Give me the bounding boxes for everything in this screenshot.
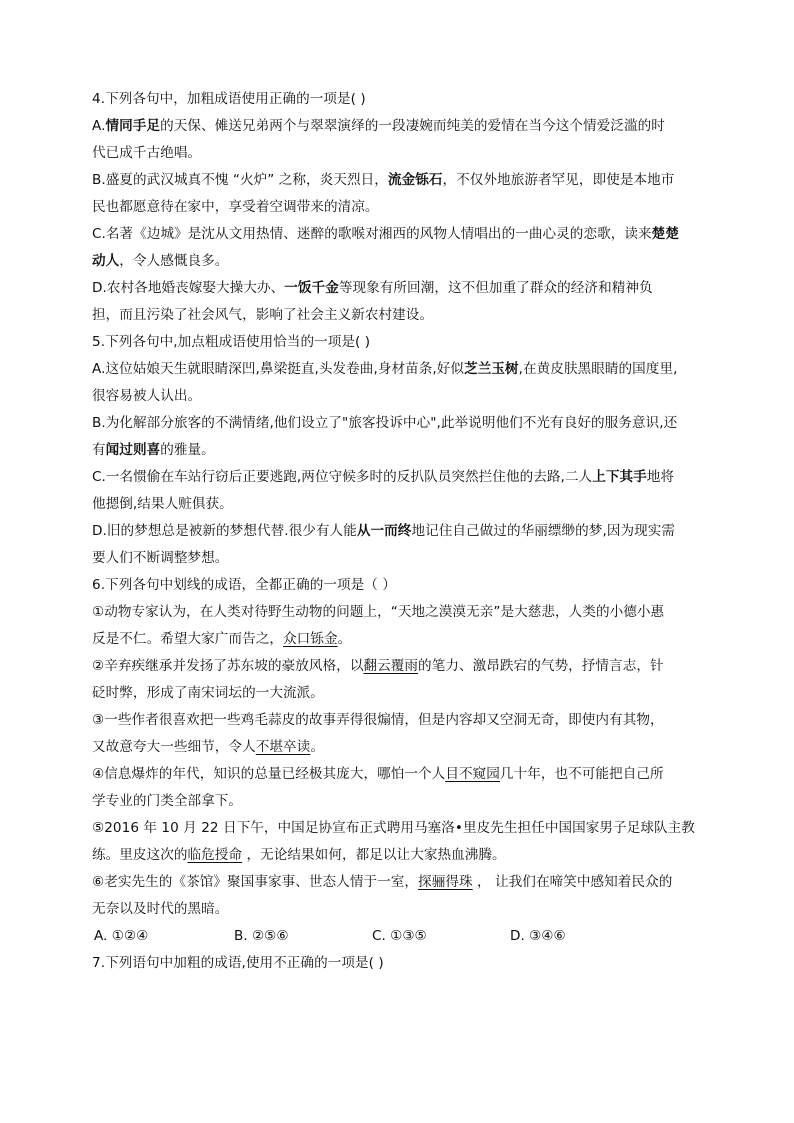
q6-option-b: B. ②⑤⑥ [234, 928, 289, 944]
bold-idiom: 一饭千金 [284, 280, 339, 296]
q6-sentence-1-line2: 反是不仁。希望大家广而告之，众口铄金。 [92, 631, 352, 647]
q5-option-a-line2: 很容易被人认出。 [92, 388, 202, 404]
q5-option-d-line1: D.旧的梦想总是被新的梦想代替.很少有人能从一而终地记住自己做过的华丽缥缈的梦,因为现实需 [92, 523, 676, 539]
q5-option-b-line1: B.为化解部分旅客的不满情绪,他们设立了"旅客投诉中心",此举说明他们不光有良好的服务意识,还 [92, 415, 678, 431]
q4-option-b-line2: 民也都愿意待在家中，享受着空调带来的清凉。 [92, 199, 379, 215]
underlined-idiom: 临危授命 [187, 847, 243, 863]
q6-sentence-5-line2: 练。里皮这次的临危授命 ，无论结果如何，都足以让大家热血沸腾。 [92, 847, 506, 863]
q6-sentence-1-line1: ①动物专家认为，在人类对待野生动物的问题上，“天地之漠漠无亲”是大慈悲，人类的小德小惠 [92, 604, 665, 620]
bold-idiom: 流金铄石 [387, 172, 443, 188]
q5-option-a-line1: A.这位姑娘天生就眼睛深凹,鼻梁挺直,头发卷曲,身材苗条,好似芝兰玉树,在黄皮肤黑眼睛的国度里, [92, 361, 678, 377]
q4-option-c-line2: 动人，令人感慨良多。 [92, 253, 229, 269]
q6-sentence-2-line2: 砭时弊，形成了南宋词坛的一大流派。 [92, 685, 324, 701]
q5-option-d-line2: 要人们不断调整梦想。 [92, 550, 229, 566]
q6-option-a: A. ①②④ [94, 928, 149, 944]
q4-stem: 4.下列各句中，加粗成语使用正确的一项是( ) [92, 91, 366, 107]
underlined-idiom: 目不窥园 [445, 766, 500, 782]
q4-option-b-line1: B.盛夏的武汉城真不愧 “火炉” 之称，炎天烈日，流金铄石，不仅外地旅游者罕见，即使是本地市 [92, 172, 675, 188]
bold-idiom: 上下其手 [592, 469, 647, 485]
bold-idiom: 闻过则喜 [105, 442, 161, 458]
bold-idiom: 从一而终 [356, 523, 412, 539]
underlined-idiom: 不堪卒读 [255, 739, 311, 755]
q5-option-c-line1: C.一名惯偷在车站行窃后正要逃跑,两位守候多时的反扒队员突然拦住他的去路,二人上下其手地将 [92, 469, 675, 485]
underlined-idiom: 探骊得珠 [418, 874, 473, 890]
q6-sentence-4-line2: 学专业的门类全部拿下。 [92, 793, 243, 809]
q4-option-d-line1: D.农村各地婚丧嫁娶大操大办、一饭千金等现象有所回潮，这不但加重了群众的经济和精神负 [92, 280, 653, 296]
bold-idiom: 楚楚 [651, 226, 679, 242]
document-page [92, 86, 704, 977]
bold-idiom: 芝兰玉树 [464, 361, 519, 377]
q6-sentence-2-line1: ②辛弃疾继承并发扬了苏东坡的豪放风格，以翻云覆雨的笔力、激昂跌宕的气势，抒情言志，针 [92, 658, 664, 674]
q6-sentence-6-line1: ⑥老实先生的《茶馆》聚国事家事、世态人情于一室，探骊得珠 ， 让我们在啼笑中感知着民众的 [92, 874, 673, 890]
bold-idiom: 动人 [92, 253, 120, 269]
q6-stem: 6.下列各句中划线的成语，全都正确的一项是（ ） [92, 577, 396, 593]
q5-stem: 5.下列各句中,加点粗成语使用恰当的一项是( ) [92, 334, 371, 350]
q5-option-b-line2: 有闻过则喜的雅量。 [92, 442, 215, 458]
underlined-idiom: 翻云覆雨 [363, 658, 419, 674]
underlined-idiom: 众口铄金 [283, 631, 338, 647]
q6-answer-options [92, 923, 704, 950]
bold-idiom: 情同手足 [105, 118, 161, 134]
q6-option-c: C. ①③⑤ [372, 928, 427, 944]
q4-option-d-line2: 担，而且污染了社会风气，影响了社会主义新农村建设。 [92, 307, 434, 323]
q6-option-d: D. ③④⑥ [510, 928, 566, 944]
q4-option-a-line2: 代已成千古绝唱。 [92, 145, 202, 161]
q5-option-c-line2: 他摁倒,结果人赃俱获。 [92, 496, 233, 512]
q6-sentence-5-line1: ⑤2016 年 10 月 22 日下午，中国足协宣布正式聘用马塞洛•里皮先生担任中国国家男子足球队主教 [92, 820, 695, 836]
q6-sentence-4-line1: ④信息爆炸的年代，知识的总量已经极其庞大，哪怕一个人目不窥园几十年，也不可能把自己所 [92, 766, 664, 782]
q6-sentence-3-line1: ③一些作者很喜欢把一些鸡毛蒜皮的故事弄得很煽情，但是内容却又空洞无奇，即使内有其物， [92, 712, 664, 728]
q4-option-c-line1: C.名著《边城》是沈从文用热情、迷醉的歌喉对湘西的风物人情唱出的一曲心灵的恋歌，读来楚楚 [92, 226, 679, 242]
q6-sentence-3-line2: 又故意夸大一些细节，令人不堪卒读。 [92, 739, 324, 755]
q4-option-a-line1: A.情同手足的天保、傩送兄弟两个与翠翠演绎的一段凄婉而纯美的爱情在当今这个情爱泛滥的时 [92, 118, 665, 134]
q7-stem: 7.下列语句中加粗的成语,使用不正确的一项是( ) [92, 955, 384, 971]
q6-sentence-6-line2: 无奈以及时代的黑暗。 [92, 901, 229, 917]
